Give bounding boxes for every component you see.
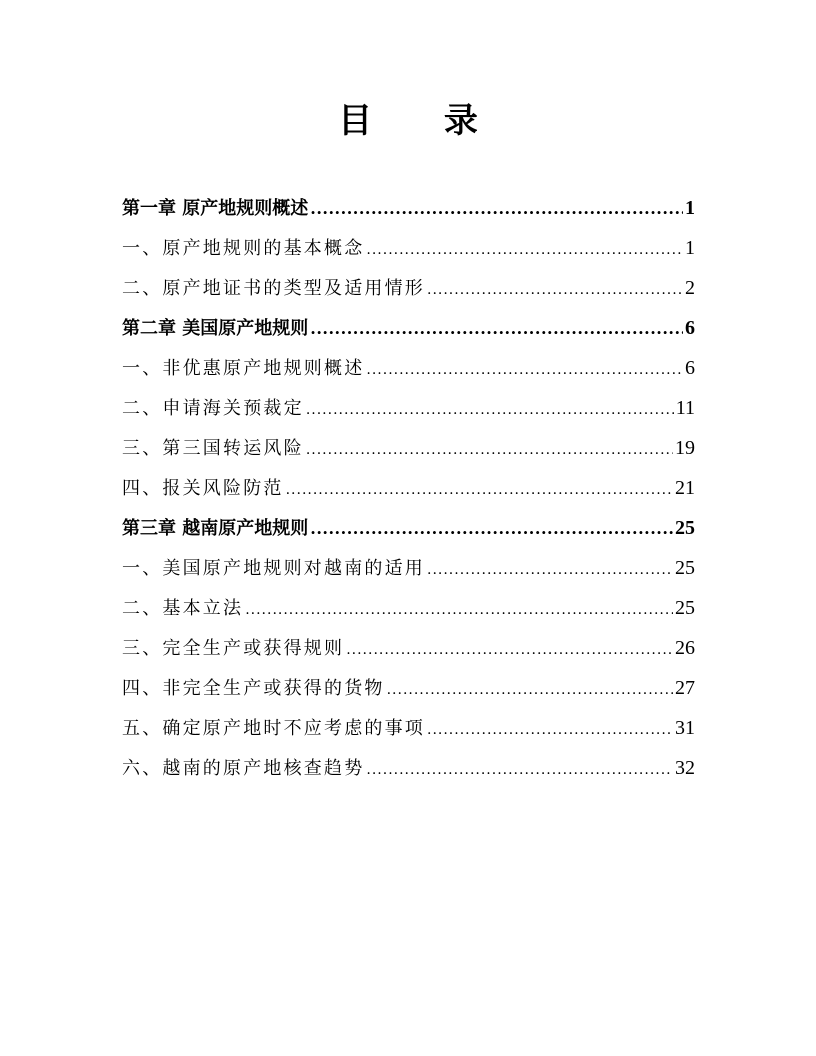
toc-page-number: 11 <box>675 397 695 419</box>
toc-section-2-4[interactable] <box>122 468 695 508</box>
toc-page-number: 25 <box>675 557 695 579</box>
table-of-contents <box>122 188 695 788</box>
toc-section-3-3[interactable] <box>122 628 695 668</box>
toc-section-3-1[interactable] <box>122 548 695 588</box>
toc-page-number: 21 <box>675 477 695 499</box>
toc-leader-dots <box>387 670 673 710</box>
toc-entry-label: 二、基本立法 <box>122 598 244 619</box>
toc-entry-label: 六、越南的原产地核查趋势 <box>122 758 365 779</box>
toc-entry-label: 四、非完全生产或获得的货物 <box>122 678 385 699</box>
toc-entry-label: 第一章 原产地规则概述 <box>122 198 309 219</box>
toc-chapter-1[interactable] <box>122 188 695 228</box>
toc-entry-label: 一、原产地规则的基本概念 <box>122 238 365 259</box>
toc-section-3-4[interactable] <box>122 668 695 708</box>
toc-entry-label: 四、报关风险防范 <box>122 478 284 499</box>
toc-page-number: 1 <box>685 237 695 259</box>
toc-section-2-2[interactable] <box>122 388 695 428</box>
toc-section-2-3[interactable] <box>122 428 695 468</box>
toc-leader-dots <box>306 430 673 470</box>
toc-section-3-5[interactable] <box>122 708 695 748</box>
toc-page-number: 32 <box>675 757 695 779</box>
toc-leader-dots <box>427 270 683 310</box>
toc-page-number: 26 <box>675 637 695 659</box>
toc-entry-label: 三、第三国转运风险 <box>122 438 304 459</box>
toc-leader-dots <box>286 470 673 510</box>
toc-entry-label: 五、确定原产地时不应考虑的事项 <box>122 718 425 739</box>
toc-section-1-1[interactable] <box>122 228 695 268</box>
toc-leader-dots <box>366 230 683 270</box>
toc-leader-dots <box>427 710 673 750</box>
toc-section-3-6[interactable] <box>122 748 695 788</box>
toc-leader-dots <box>310 189 683 229</box>
toc-page-number: 27 <box>675 677 695 699</box>
toc-leader-dots <box>310 309 683 349</box>
toc-page-number: 1 <box>685 197 695 219</box>
toc-page-number: 2 <box>685 277 695 299</box>
toc-page-number: 25 <box>675 517 695 539</box>
toc-title: 目 录 <box>338 101 508 141</box>
toc-entry-label: 三、完全生产或获得规则 <box>122 638 345 659</box>
toc-leader-dots <box>427 550 673 590</box>
toc-entry-label: 二、原产地证书的类型及适用情形 <box>122 278 425 299</box>
toc-leader-dots <box>366 750 673 790</box>
toc-section-1-2[interactable] <box>122 268 695 308</box>
toc-chapter-3[interactable] <box>122 508 695 548</box>
toc-leader-dots <box>366 350 683 390</box>
toc-section-2-1[interactable] <box>122 348 695 388</box>
toc-page-number: 6 <box>685 317 695 339</box>
toc-entry-label: 一、美国原产地规则对越南的适用 <box>122 558 425 579</box>
toc-section-3-2[interactable] <box>122 588 695 628</box>
toc-entry-label: 第二章 美国原产地规则 <box>122 318 309 339</box>
toc-entry-label: 二、申请海关预裁定 <box>122 398 304 419</box>
toc-leader-dots <box>245 590 673 630</box>
toc-entry-label: 第三章 越南原产地规则 <box>122 518 309 539</box>
toc-leader-dots <box>310 509 673 549</box>
toc-entry-label: 一、非优惠原产地规则概述 <box>122 358 365 379</box>
toc-leader-dots <box>346 630 673 670</box>
toc-chapter-2[interactable] <box>122 308 695 348</box>
toc-leader-dots <box>306 390 674 430</box>
toc-page-number: 31 <box>675 717 695 739</box>
toc-page-number: 25 <box>675 597 695 619</box>
toc-page-number: 6 <box>685 357 695 379</box>
toc-page-number: 19 <box>675 437 695 459</box>
